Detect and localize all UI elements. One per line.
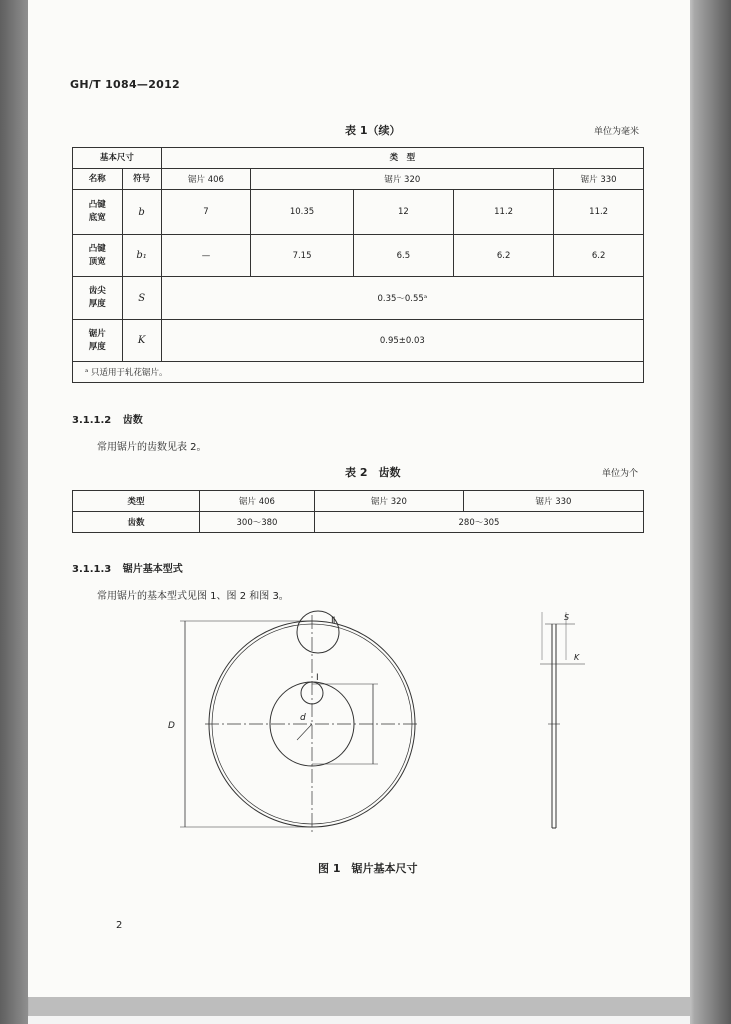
- t2-type-330: 锯片 330: [464, 491, 644, 512]
- label-detail-1: Ⅰ: [316, 673, 319, 683]
- section-number: 3.1.1.2: [72, 415, 112, 426]
- cell: 6.2: [554, 235, 644, 277]
- cell: 7.15: [251, 235, 353, 277]
- cell: 11.2: [453, 190, 553, 235]
- row-symbol: b₁: [122, 235, 161, 277]
- row-name: 锯片 厚度: [88, 328, 106, 352]
- t2-teeth-320-330: 280～305: [315, 512, 644, 533]
- row-symbol: K: [122, 320, 161, 362]
- cell: 0.95±0.03: [161, 320, 643, 362]
- h-type: 类 型: [161, 148, 643, 169]
- t2-h-teeth: 齿数: [73, 512, 200, 533]
- table1-footnote: ᵃ 只适用于轧花锯片。: [73, 362, 644, 383]
- t2-type-320: 锯片 320: [315, 491, 464, 512]
- label-detail-2: Ⅱ: [331, 616, 336, 626]
- section-title: 锯片基本型式: [122, 564, 183, 575]
- row-name: 齿尖 厚度: [88, 286, 106, 309]
- cell: 11.2: [554, 190, 644, 235]
- doc-code: GH/T 1084—2012: [70, 78, 181, 91]
- section-text: 常用锯片的齿数见表 2。: [97, 442, 207, 453]
- row-name: 凸键 底宽: [88, 200, 106, 223]
- t2-h-type: 类型: [73, 491, 200, 512]
- page-number: 2: [116, 920, 123, 931]
- cell: —: [161, 235, 251, 277]
- cell: 6.2: [453, 235, 553, 277]
- table2-caption: 表 2 齿数: [345, 466, 401, 479]
- row-symbol: b: [122, 190, 161, 235]
- table1-caption: 表 1（续）: [345, 124, 401, 137]
- h-basic: 基本尺寸: [73, 148, 162, 169]
- type-330: 锯片 330: [554, 169, 644, 190]
- section-number: 3.1.1.3: [72, 564, 112, 575]
- label-K: K: [574, 653, 580, 662]
- label-d: d: [300, 713, 306, 723]
- section-title: 齿数: [122, 415, 143, 426]
- cell: 12: [353, 190, 453, 235]
- t2-teeth-406: 300～380: [200, 512, 315, 533]
- cell: 7: [161, 190, 251, 235]
- table1-unit: 单位为毫米: [594, 127, 640, 137]
- cell: 0.35～0.55ᵃ: [161, 277, 643, 320]
- figure1-caption: 图 1 锯片基本尺寸: [318, 862, 418, 875]
- section-text: 常用锯片的基本型式见图 1、图 2 和图 3。: [97, 591, 289, 602]
- label-D: D: [168, 721, 175, 731]
- cell: 6.5: [353, 235, 453, 277]
- row-symbol: S: [122, 277, 161, 320]
- label-S: S: [564, 613, 570, 622]
- cell: 10.35: [251, 190, 353, 235]
- table2-unit: 单位为个: [602, 469, 639, 479]
- type-406: 锯片 406: [161, 169, 251, 190]
- t2-type-406: 锯片 406: [200, 491, 315, 512]
- row-name: 凸键 顶宽: [88, 243, 106, 267]
- h-name: 名称: [73, 169, 123, 190]
- type-320: 锯片 320: [251, 169, 554, 190]
- h-symbol: 符号: [122, 169, 161, 190]
